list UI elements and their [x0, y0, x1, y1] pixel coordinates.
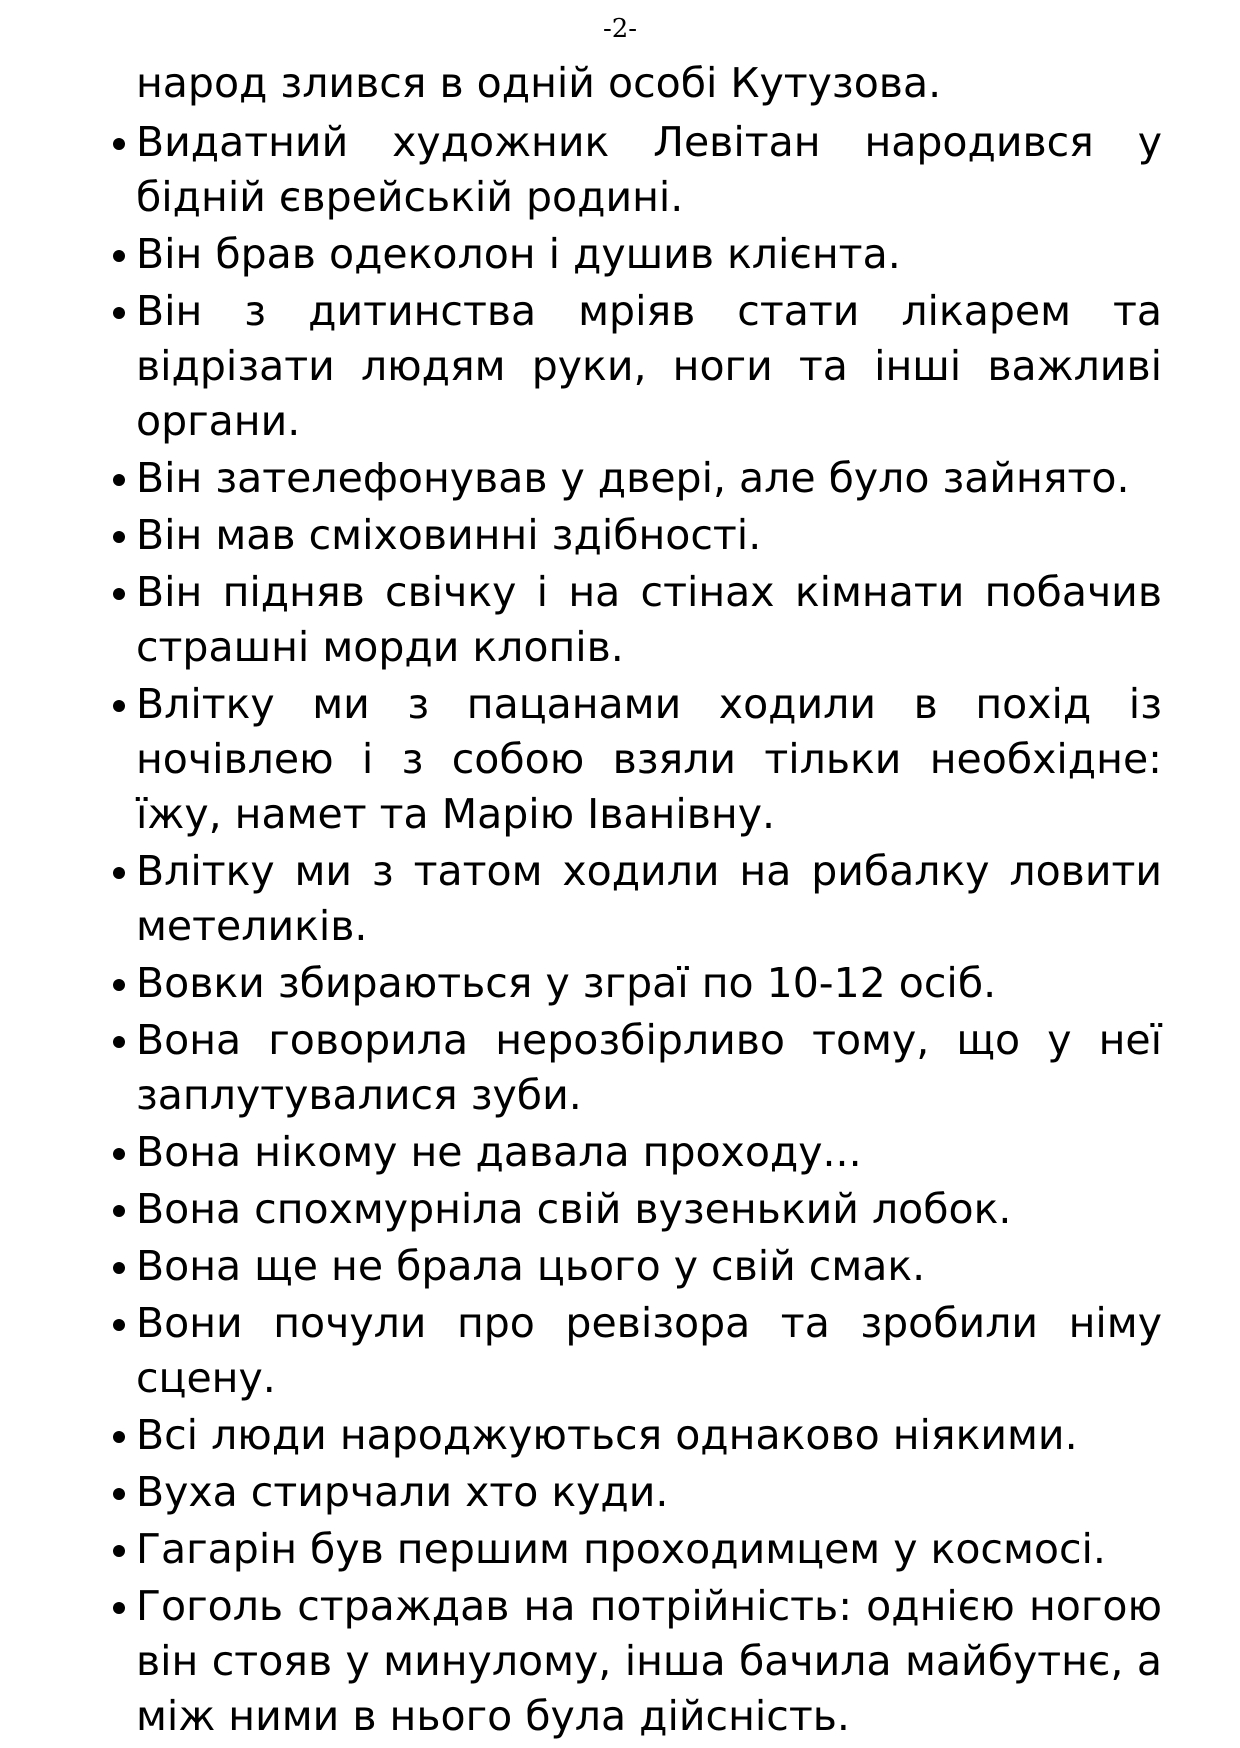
list-item: Вона спохмурніла свій вузенький лобок.	[108, 1182, 1162, 1237]
bullet-list	[108, 115, 1162, 1744]
list-item: Вовки збираються у зграї по 10-12 осіб.	[108, 956, 1162, 1011]
list-item: Він з дитинства мріяв стати лікарем та відрізати людям руки, ноги та інші важливі органи.	[108, 284, 1162, 449]
list-item: Влітку ми з татом ходили на рибалку ловити метеликів.	[108, 844, 1162, 954]
continuation-text: народ злився в одній особі Кутузова.	[136, 59, 942, 107]
document-body	[108, 56, 1162, 1746]
list-item: Вуха стирчали хто куди.	[108, 1465, 1162, 1520]
list-item: Він мав сміховинні здібності.	[108, 508, 1162, 563]
list-item: Вона нікому не давала проходу...	[108, 1125, 1162, 1180]
list-item: Видатний художник Левітан народився у бідній єврейській родині.	[108, 115, 1162, 225]
list-item: Він брав одеколон і душив клієнта.	[108, 227, 1162, 282]
list-item: Влітку ми з пацанами ходили в похід із ночівлею і з собою взяли тільки необхідне: їжу, намет та Марію Іванівну.	[108, 677, 1162, 842]
list-item: Він зателефонував у двері, але було зайнято.	[108, 451, 1162, 506]
list-item: Вона ще не брала цього у свій смак.	[108, 1239, 1162, 1294]
page-number: -2-	[602, 14, 638, 44]
list-item: Всі люди народжуються однаково ніякими.	[108, 1408, 1162, 1463]
list-item: Гоголь страждав на потрійність: однією ногою він стояв у минулому, інша бачила майбутнє, а між ними в нього була дійсність.	[108, 1579, 1162, 1744]
list-item: Вони почули про ревізора та зробили німу сцену.	[108, 1296, 1162, 1406]
list-item: Гагарін був першим проходимцем у космосі.	[108, 1522, 1162, 1577]
list-item: Він підняв свічку і на стінах кімнати побачив страшні морди клопів.	[108, 565, 1162, 675]
list-item: Вона говорила нерозбірливо тому, що у неї заплутувалися зуби.	[108, 1013, 1162, 1123]
